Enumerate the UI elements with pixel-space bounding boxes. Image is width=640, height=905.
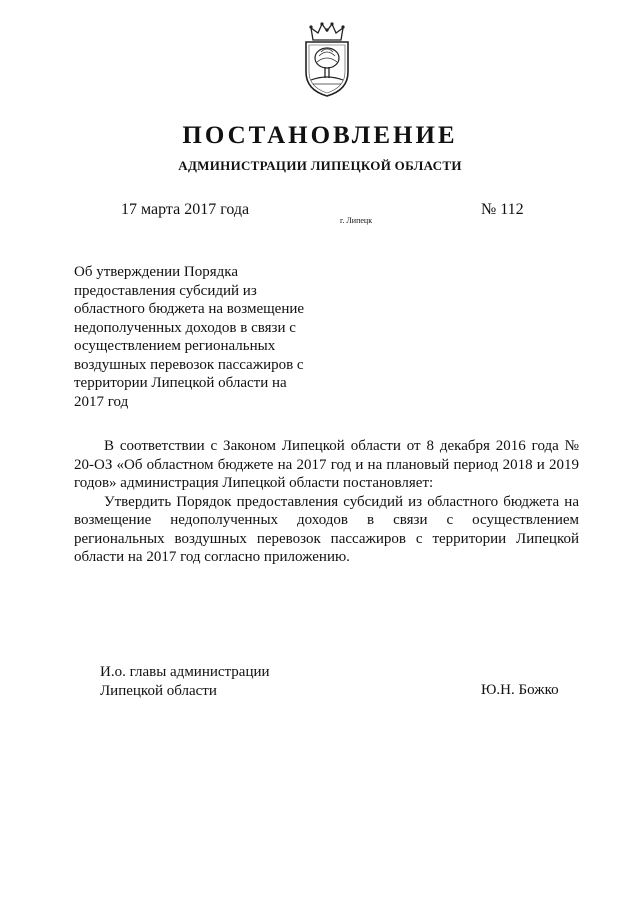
signatory-name: Ю.Н. Божко xyxy=(481,682,559,698)
signatory-position xyxy=(100,663,270,701)
signatory-position-line: Липецкой области xyxy=(100,683,217,699)
subject-line: Об утверждении Порядка xyxy=(74,264,238,280)
body-paragraph: В соответствии с Законом Липецкой области от 8 декабря 2016 года № 20-ОЗ «Об областном бюджете на 2017 год и на плановый период 2018 и 2019 годов» администрация Липецкой области постановляет: xyxy=(74,438,579,491)
subject-line: 2017 год xyxy=(74,393,129,410)
coat-of-arms-icon xyxy=(297,22,357,100)
signatory-position-line: И.о. главы администрации xyxy=(100,664,270,680)
document-number: № 112 xyxy=(481,201,524,218)
document-title: ПОСТАНОВЛЕНИЕ xyxy=(182,122,458,149)
document-subject xyxy=(74,263,364,411)
subject-line: предоставления субсидий из xyxy=(74,282,257,299)
body-paragraph: Утвердить Порядок предоставления субсидий из областного бюджета на возмещение недополученных доходов в связи с осуществлением региональных воздушных перевозок пассажиров с территории Липецкой области на 2017 год согласно приложению. xyxy=(74,493,579,565)
subject-line: воздушных перевозок пассажиров с xyxy=(74,356,304,373)
subject-line: территории Липецкой области на xyxy=(74,375,287,391)
subject-line: недополученных доходов в связи с xyxy=(74,319,296,336)
document-city: г. Липецк xyxy=(340,216,373,225)
document-date: 17 марта 2017 года xyxy=(121,201,250,218)
subject-line: осуществлением региональных xyxy=(74,338,276,354)
subject-line: областного бюджета на возмещение xyxy=(74,301,305,317)
document-body xyxy=(74,437,579,567)
issuing-authority: АДМИНИСТРАЦИИ ЛИПЕЦКОЙ ОБЛАСТИ xyxy=(178,158,462,173)
